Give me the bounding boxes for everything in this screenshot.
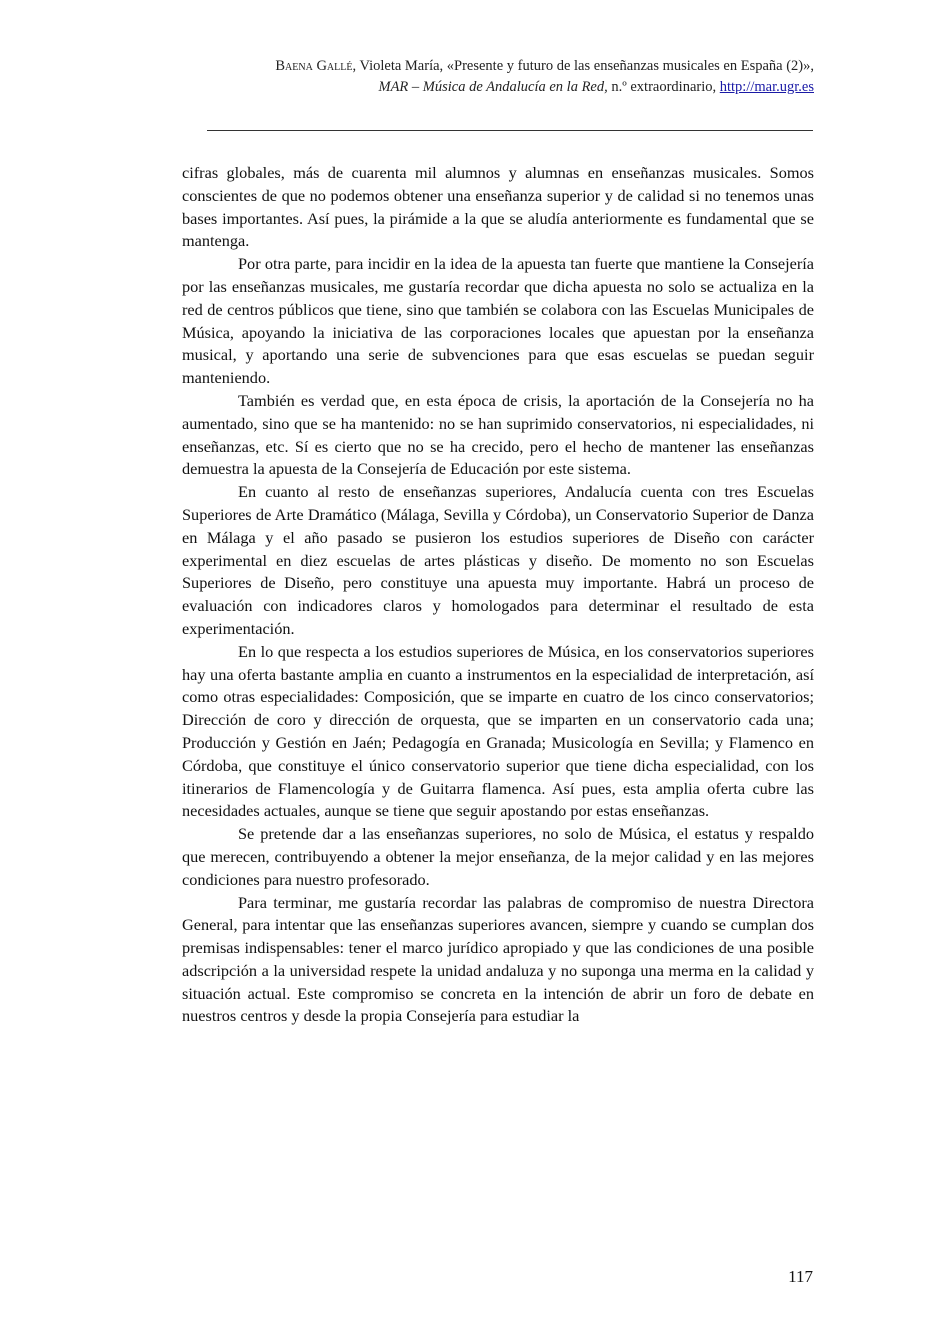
citation-line-2 — [174, 77, 814, 98]
citation-line-1 — [174, 56, 814, 77]
paragraph-6: Se pretende dar a las enseñanzas superiores, no solo de Música, el estatus y respaldo que merecen, contribuyendo a obtener la mejor enseñanza, de la mejor calidad y en las mejores condiciones para nuestro profesorado. — [182, 824, 814, 889]
author-lastname: Baena Gallé — [275, 58, 353, 74]
paragraph-7: Para terminar, me gustaría recordar las palabras de compromiso de nuestra Directora General, para intentar que las enseñanzas superiores avancen, siempre y cuando se cumplan dos premisas indispensables: tener el marco jurídico apropiado y que las condiciones de una posible adscripción a la universidad respete la unidad andaluza y no suponga una merma en la calidad y situación actual. Este compromiso se concreta en la intención de abrir un foro de debate en nuestros centros y desde la propia Consejería para estudiar la — [182, 892, 814, 1026]
issue-label: n.º extraordinario, — [607, 79, 720, 95]
paragraph-5: En lo que respecta a los estudios superiores de Música, en los conservatorios superiores hay una oferta bastante amplia en cuanto a instrumentos en la especialidad de interpretación, así como otras especialidades: Composición, que se imparte en cuatro de los cinco conservatorios; Dirección de coro y dirección de orquesta, que se imparten en un conservatorio cada una; Producción y Gestión en Jaén; Pedagogía en Granada; Musicología en Sevilla; y Flamenco en Córdoba, que constituye el único conservatorio superior que tiene dicha especialidad, con los itinerarios de Flamencología y de Guitarra flamenca. Así pues, esta amplia oferta cubre las necesidades actuales, aunque se tiene que seguir apostando por estas enseñanzas. — [182, 641, 814, 821]
page-number: 117 — [788, 1267, 813, 1286]
journal-title: MAR – Música de Andalucía en la Red, — [378, 79, 608, 95]
citation-title: , Violeta María, «Presente y futuro de las enseñanzas musicales en España (2)», — [352, 58, 814, 74]
paragraph-3: También es verdad que, en esta época de crisis, la aportación de la Consejería no ha aumentado, sino que se ha mantenido: no se han suprimido conservatorios, ni especialidades, ni enseñanzas, etc. Sí es cierto que no se ha crecido, pero el hecho de mantener las enseñanzas demuestra la apuesta de la Consejería de Educación por este sistema. — [182, 390, 814, 479]
article-body — [182, 162, 814, 1028]
header-divider — [207, 130, 813, 131]
paragraph-1: cifras globales, más de cuarenta mil alumnos y alumnas en enseñanzas musicales. Somos conscientes de que no podemos obtener una enseñanza superior y de calidad si no tenemos unas bases importantes. Así pues, la pirámide a la que se aludía anteriormente es fundamental que se mantenga. — [182, 163, 814, 251]
paragraph-2: Por otra parte, para incidir en la idea de la apuesta tan fuerte que mantiene la Consejería por las enseñanzas musicales, me gustaría recordar que dicha apuesta no solo se actualiza en la red de centros públicos que tiene, sino que también se colabora con las Escuelas Municipales de Música, apoyando la iniciativa de las corporaciones locales que apuestan por la enseñanza musical, y aportando una serie de subvenciones para que esas escuelas se puedan seguir manteniendo. — [182, 254, 814, 388]
running-header — [174, 56, 814, 98]
journal-link[interactable]: http://mar.ugr.es — [719, 79, 814, 95]
paragraph-4: En cuanto al resto de enseñanzas superiores, Andalucía cuenta con tres Escuelas Superiores de Arte Dramático (Málaga, Sevilla y Córdoba), un Conservatorio Superior de Danza en Málaga y el año pasado se pusieron los estudios superiores de Diseño con carácter experimental en diez escuelas de artes plásticas y diseño. De momento no son Escuelas Superiores de Diseño, pero constituye una apuesta muy importante. Habrá un proceso de evaluación con indicadores claros y homologados para determinar el resultado de esta experimentación. — [182, 482, 814, 638]
